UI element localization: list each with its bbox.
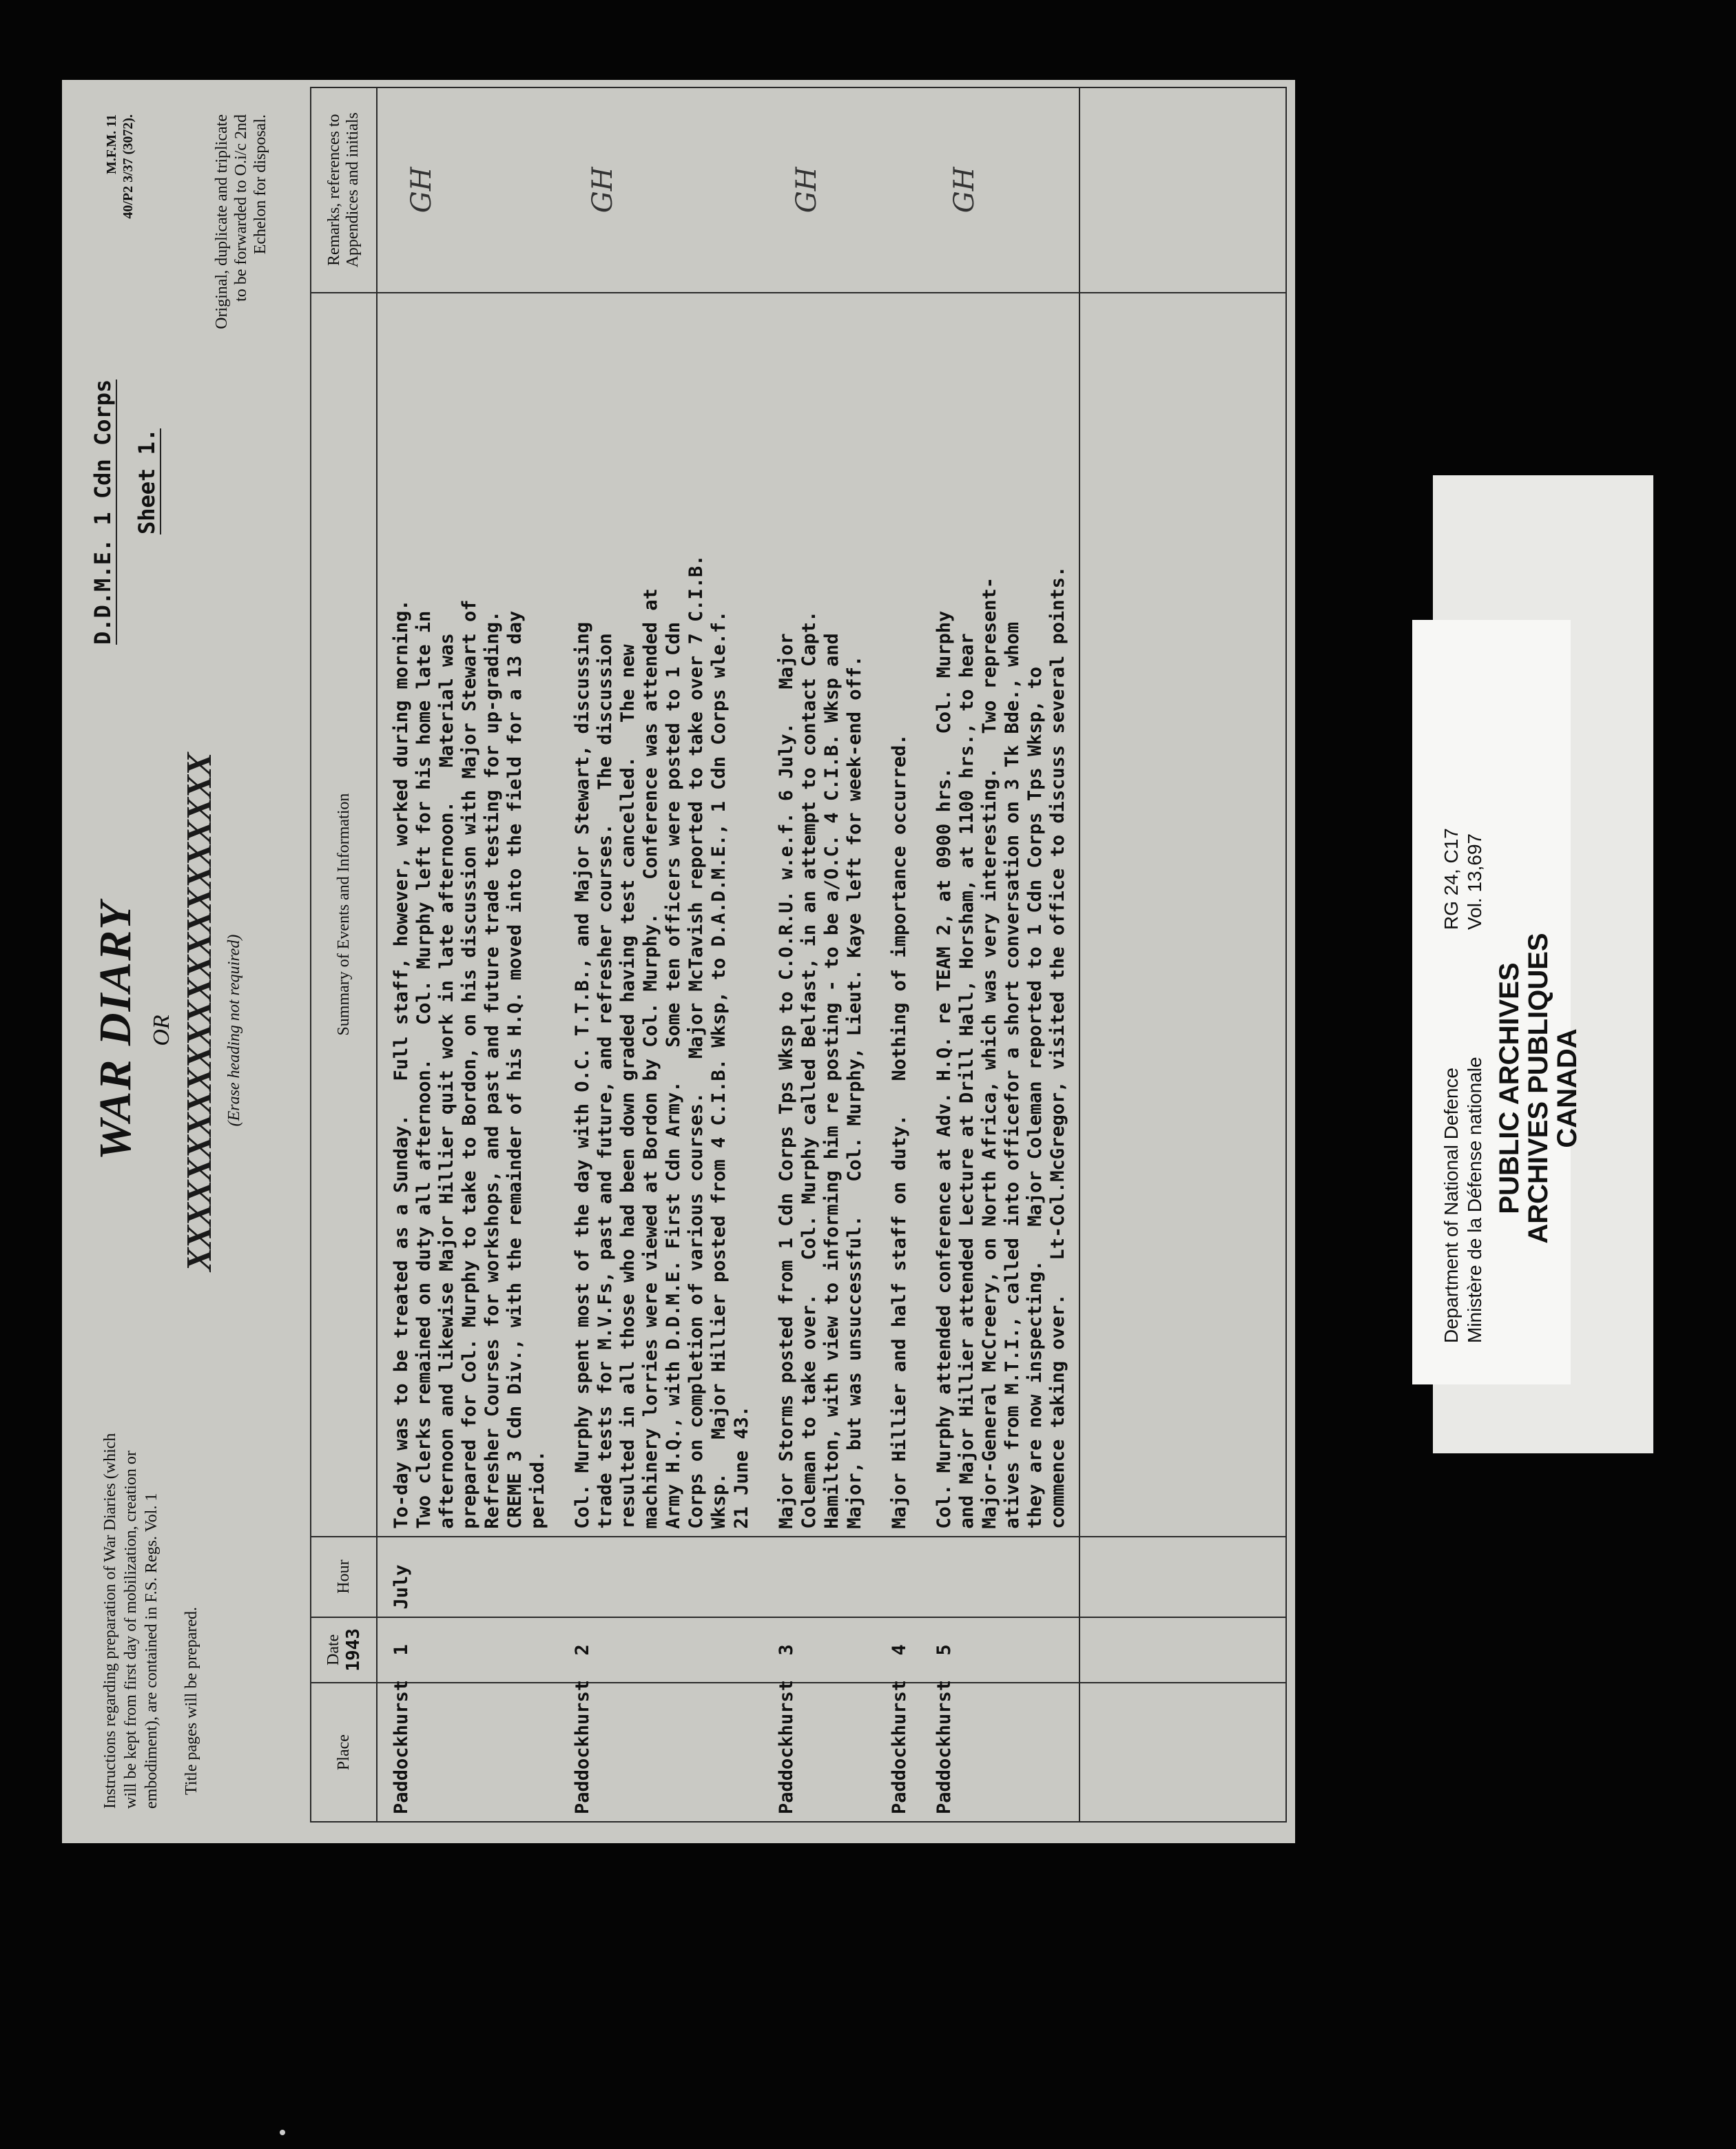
column-header-year: 1943 bbox=[342, 1628, 364, 1672]
pa-line-3: CANADA bbox=[1552, 1028, 1582, 1148]
archive-card-rotated bbox=[1412, 620, 1582, 1384]
blank-cell bbox=[1079, 1683, 1286, 1822]
blank-cell bbox=[1079, 1537, 1286, 1617]
entry-summary: Col. Murphy spent most of the day with O.C. T.T.B., and Major Stewart, discussing trade tests for M.V.Fs, past and future, and refresher courses. The discussion resulted in all those who had been down graded having test cancelled. The new machinery lorries were viewed at Bordon by Col. Murphy. Conference was attended at Army H.Q., with D.D.M.E. First Cdn Army. Some ten officers were posted to 1 Cdn Corps on completion of various courses. Major McTavish reported to take over 7 C.I.B. Wksp. Major Hillier posted from 4 C.I.B. Wksp, to D.A.D.M.E., 1 Cdn Corps wle.f. 21 June 43. bbox=[559, 293, 763, 1537]
diary-header-row bbox=[311, 87, 377, 1822]
public-archives-stamp bbox=[1495, 895, 1582, 1281]
war-diary-sheet bbox=[62, 80, 1295, 1843]
archive-dept bbox=[1440, 985, 1487, 1343]
archive-dept-fr: Ministère de la Défense nationale bbox=[1464, 1057, 1485, 1343]
entry-place: Paddockhurst bbox=[763, 1683, 876, 1822]
column-header-place: Place bbox=[311, 1683, 377, 1822]
entry-date: 2 bbox=[559, 1617, 763, 1683]
blank-cell bbox=[1079, 1617, 1286, 1683]
entry-hour bbox=[876, 1537, 920, 1617]
archive-dept-en: Department of National Defence bbox=[1440, 1068, 1462, 1343]
struck-heading: XXXXXXXXXXXXXXXXXXXXXXX bbox=[180, 754, 219, 1271]
unit-block bbox=[90, 314, 160, 645]
column-header-date bbox=[311, 1617, 377, 1683]
entry-remarks bbox=[377, 87, 559, 293]
entry-place: Paddockhurst bbox=[559, 1683, 763, 1822]
column-header-remarks: Remarks, references to Appendices and initials bbox=[311, 87, 377, 293]
title-pages-note: Title pages will be prepared. bbox=[183, 1606, 200, 1795]
diary-blank-row bbox=[1079, 87, 1286, 1822]
entry-hour bbox=[763, 1537, 876, 1617]
entry-remarks bbox=[876, 87, 920, 293]
entry-date: 1 bbox=[377, 1617, 559, 1683]
column-header-date-label: Date bbox=[324, 1634, 342, 1665]
archive-ref-vol: Vol. 13,697 bbox=[1464, 833, 1485, 930]
entry-remarks bbox=[559, 87, 763, 293]
entry-summary: Major Storms posted from 1 Cdn Corps Tps Wksp to C.O.R.U. w.e.f. 6 July. Major Coleman to take over. Col. Murphy called Belfast, in an attempt to contact Capt. Hamilton, with view to informing him re posting - to be a/O.C. 4 C.I.B. Wksp and Major, but was unsuccessful. Col. Murphy, Lieut. Kaye left for week-end off. bbox=[763, 293, 876, 1537]
form-title-block bbox=[90, 754, 244, 1271]
diary-row bbox=[876, 87, 920, 1822]
entry-date: 4 bbox=[876, 1617, 920, 1683]
pa-line-2: ARCHIVES PUBLIQUES bbox=[1523, 933, 1553, 1244]
entry-initials: GH bbox=[587, 167, 619, 214]
entry-date: 5 bbox=[920, 1617, 1079, 1683]
archive-reference bbox=[1440, 723, 1487, 930]
diary-table bbox=[310, 87, 1287, 1823]
disposal-note: Original, duplicate and triplicate to be forwarded to O.i/c 2nd Echelon for disposal. bbox=[213, 114, 269, 329]
form-title-or: OR bbox=[149, 1015, 174, 1046]
column-header-hour: Hour bbox=[311, 1537, 377, 1617]
entry-remarks bbox=[920, 87, 1079, 293]
entry-summary: Col. Murphy attended conference at Adv. H.Q. re TEAM 2, at 0900 hrs. Col. Murphy and Major Hillier attended Lecture at Drill Hall, Horsham, at 1100 hrs., to hear Major-General McCreery, on North Africa, which was very interesting. Two represent- atives from M.T.I., called into officefor a short conversation on 3 Tk Bde., whom they are now inspecting. Major Coleman reported to 1 Cdn Corps Tps Wksp, to commence taking over. Lt-Col.McGregor, visited the office to discuss several points. bbox=[920, 293, 1079, 1537]
entry-place: Paddockhurst bbox=[876, 1683, 920, 1822]
entry-initials: GH bbox=[949, 167, 980, 214]
entry-place: Paddockhurst bbox=[920, 1683, 1079, 1822]
instructions-text: Instructions regarding preparation of War Diaries (which will be kept from first day of mobilization, creation or embodiment), are contained in F.S. Regs. Vol. 1 bbox=[101, 1433, 161, 1809]
instructions-block bbox=[100, 1423, 202, 1809]
blank-cell bbox=[1079, 293, 1286, 1537]
diary-row bbox=[559, 87, 763, 1822]
form-code-2: 40/P2 3/37 (3072). bbox=[121, 114, 136, 219]
entry-hour bbox=[559, 1537, 763, 1617]
blank-cell bbox=[1079, 87, 1286, 293]
entry-remarks bbox=[763, 87, 876, 293]
entry-date: 3 bbox=[763, 1617, 876, 1683]
archive-card bbox=[1412, 620, 1582, 1384]
entry-place: Paddockhurst bbox=[377, 1683, 559, 1822]
pa-line-1: PUBLIC ARCHIVES bbox=[1494, 962, 1525, 1214]
sheet-number: Sheet 1. bbox=[134, 428, 160, 534]
diary-row bbox=[377, 87, 559, 1822]
entry-summary: To-day was to be treated as a Sunday. Full staff, however, worked during morning. Two clerks remained on duty all afternoon. Col. Murphy left for his home late in afternoon and likewise Major Hillier quit work in late afternoon. Material was prepared for Col. Murphy to take to Bordon, on his discussion with Major Stewart of Refresher Courses for workshops, and past and future trade testing for up-grading. CREME 3 Cdn Div., with the remainder of his H.Q. moved into the field for a 13 day period. bbox=[377, 293, 559, 1537]
diary-row bbox=[763, 87, 876, 1822]
scan-speck bbox=[280, 2130, 285, 2135]
entry-initials: GH bbox=[406, 167, 437, 214]
erase-note: (Erase heading not required) bbox=[225, 934, 243, 1127]
war-diary-rotated bbox=[62, 80, 1295, 1843]
entry-hour bbox=[920, 1537, 1079, 1617]
unit-name: D.D.M.E. 1 Cdn Corps bbox=[90, 379, 116, 645]
diary-row bbox=[920, 87, 1079, 1822]
entry-initials: GH bbox=[791, 167, 823, 214]
form-title: WAR DIARY bbox=[90, 900, 141, 1161]
entry-hour: July bbox=[377, 1537, 559, 1617]
archive-ref-rg: RG 24, C17 bbox=[1440, 828, 1462, 930]
form-reference-block bbox=[103, 114, 270, 342]
entry-summary: Major Hillier and half staff on duty. Nothing of importance occurred. bbox=[876, 293, 920, 1537]
column-header-summary: Summary of Events and Information bbox=[311, 293, 377, 1537]
form-code-1: M.F.M. 11 bbox=[104, 114, 119, 175]
